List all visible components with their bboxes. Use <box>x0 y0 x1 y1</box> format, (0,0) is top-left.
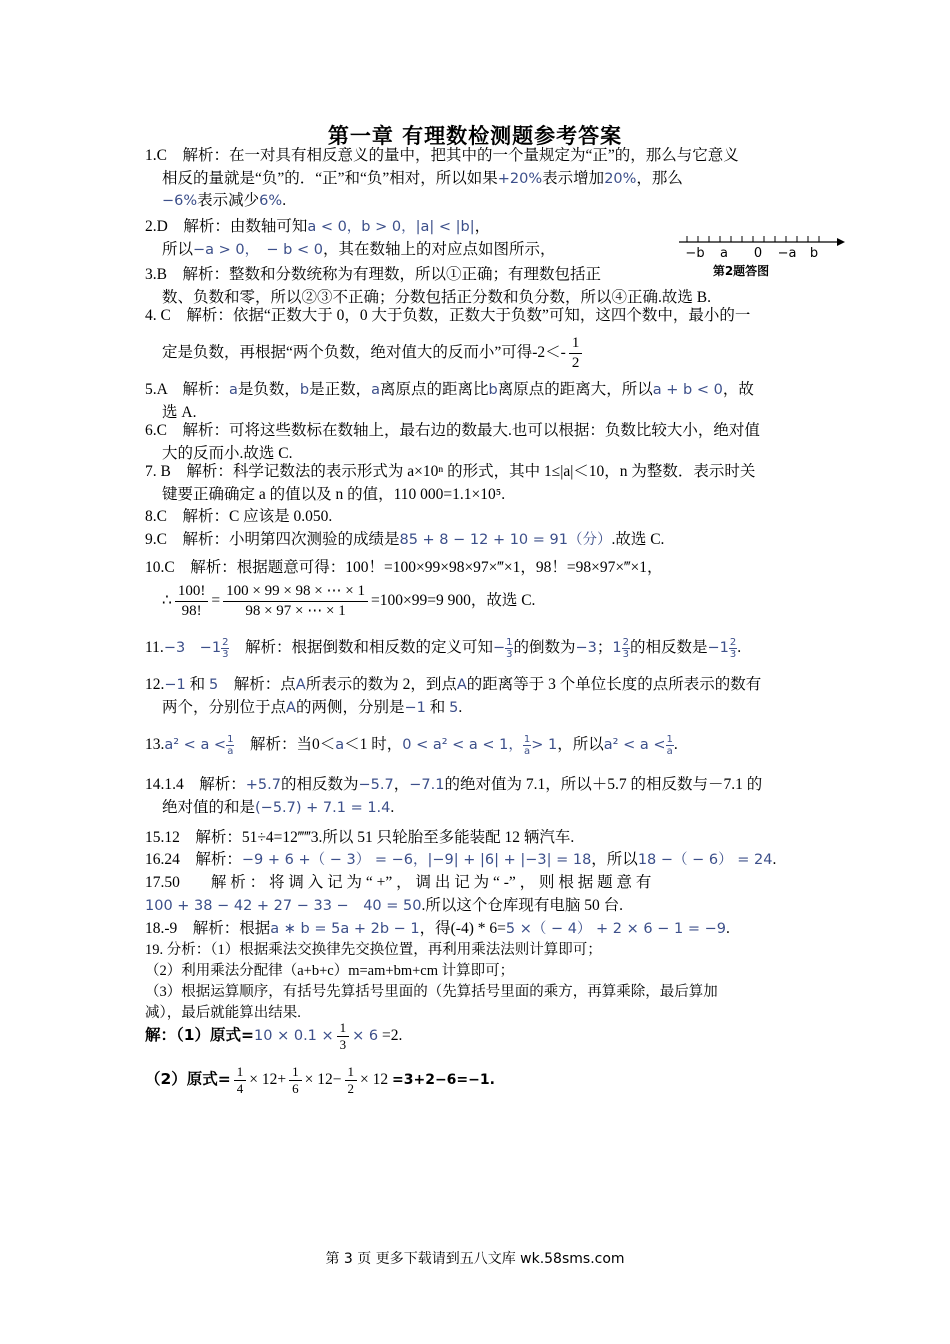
answer-12-line-2 <box>145 697 810 720</box>
math-expr: 1 <box>612 640 622 657</box>
text: ， <box>474 218 491 235</box>
text: 和 <box>425 698 450 716</box>
text: 定是负数，再根据“两个负数，绝对值大的反而小”可得-2＜- <box>162 343 566 361</box>
small-fraction <box>666 734 674 757</box>
text: ， <box>393 776 410 793</box>
solution-1-line <box>145 1020 810 1053</box>
answer-3 <box>145 264 810 309</box>
math-expr: a <box>335 737 345 754</box>
answer-5-line-2: 选 A. <box>162 403 197 421</box>
text: × 12+ <box>249 1071 287 1089</box>
answer-2 <box>145 216 665 261</box>
fraction-numerator: 100 × 99 × 98 × ⋯ × 1 <box>223 582 368 602</box>
answer-17-line-2 <box>145 895 810 918</box>
label-neg-a: −a <box>777 246 797 261</box>
fraction-denominator: 2 <box>347 1081 354 1096</box>
math-expr: 0 < a² < a < 1， <box>402 737 523 754</box>
math-expr: A <box>286 699 296 716</box>
math-expr: a <box>371 382 380 398</box>
math-expr: 18 −（ − 6） = 24 <box>637 852 773 868</box>
fraction-numerator: 1 <box>666 734 673 745</box>
math-expr: a² < a < <box>603 737 666 754</box>
text: 9.C 解析：小明第四次测验的成绩是 <box>145 531 400 548</box>
text: 两个，分别位于点 <box>162 698 287 716</box>
fraction-denominator: 4 <box>236 1081 244 1096</box>
math-expr: −3 −1 <box>163 640 222 657</box>
answer-18-line-1 <box>145 918 810 941</box>
text: 离原点的距离比 <box>380 381 489 398</box>
small-fraction <box>622 637 630 660</box>
answer-5-line-1 <box>145 379 810 402</box>
answer-3-line-2: 数、负数和零，所以②③不正确；分数包括正分数和负分数，所以④正确.故选 B. <box>162 288 711 306</box>
fraction-denominator: 3 <box>222 649 229 660</box>
math-expr: > 1 <box>531 737 558 754</box>
answer-4-line-1: 4. C 解析：依据“正数大于 0，0 大于负数，正数大于负数”可知，这四个数中，最小的一 <box>145 307 751 324</box>
text: （2）原式= <box>145 1070 231 1089</box>
math-expr: a + b < 0 <box>652 382 723 398</box>
math-expr: −6% <box>162 193 198 209</box>
text: =2. <box>382 1027 403 1045</box>
math-expr: −1 <box>164 677 186 693</box>
text: 表示减少 <box>197 192 260 209</box>
fraction-numerator: 2 <box>622 637 629 648</box>
math-expr: 10 × 0.1 × <box>254 1028 334 1045</box>
page-title: 第一章 有理数检测题参考答案 <box>327 124 623 148</box>
answer-10-line-1: 10.C 解析：根据题意可得：100！=100×99×98×97×‴×1，98！=98×97×‴×1， <box>145 559 663 576</box>
text: 是正数， <box>309 381 372 398</box>
fraction-denominator: 3 <box>339 1037 347 1052</box>
text: 解：（1）原式= <box>145 1026 255 1045</box>
answer-4 <box>145 305 810 373</box>
fraction-numerator: 1 <box>569 334 583 354</box>
answer-9-line-1 <box>145 529 810 552</box>
label-zero: 0 <box>753 246 763 261</box>
math-expr: +5.7 <box>245 777 281 793</box>
fraction-products <box>223 582 368 621</box>
math-expr: A <box>295 677 306 693</box>
math-expr: × 6 <box>352 1028 379 1045</box>
text: ，那么 <box>636 169 683 187</box>
math-expr: 6% <box>259 193 283 209</box>
math-expr: −9 + 6 +（ − 3） = −6，|−9| + |6| + |−3| = 18 <box>241 852 592 868</box>
fraction-denominator: 3 <box>729 649 737 660</box>
answer-12-line-1 <box>145 674 810 697</box>
math-expr: 100 + 38 − 42 + 27 − 33 − 40 = 50 <box>145 897 422 914</box>
text: ，得(-4) * 6= <box>419 920 506 937</box>
text: 的绝对值为 7.1，所以＋5.7 的相反数与－7.1 的 <box>444 776 763 793</box>
answer-16 <box>145 849 810 872</box>
answer-9 <box>145 529 810 552</box>
text: 的相反数是 <box>630 639 708 657</box>
solution-2 <box>145 1064 810 1097</box>
math-expr: −7.1 <box>409 777 445 793</box>
text: . <box>673 736 678 754</box>
answer-15-line-1: 15.12 解析：51÷4=12‴‴3.所以 51 只轮胎至多能装配 12 辆汽车. <box>145 829 575 846</box>
answer-1-line-1: 1.C 解析：在一对具有相反意义的量中，把其中的一个量规定为“正”的，那么与它意义 <box>145 147 739 164</box>
fraction-half <box>569 334 583 373</box>
text: =3+2−6=−1. <box>392 1072 495 1089</box>
answer-16-line-1 <box>145 849 810 872</box>
answer-19-line-4: 减），最后就能算出结果. <box>145 1005 301 1021</box>
text: ； <box>596 639 613 657</box>
math-expr: a² < a < <box>164 737 227 754</box>
figure-caption: 第2题答图 <box>712 264 770 278</box>
fraction-denominator: 98 × 97 × ⋯ × 1 <box>245 602 346 619</box>
answer-2-line-2 <box>145 239 665 262</box>
answer-8-line-1: 8.C 解析：C 应该是 0.050. <box>145 508 333 525</box>
text: 离原点的距离大，所以 <box>497 381 653 398</box>
math-expr: b <box>488 382 498 398</box>
math-expr: (−5.7) + 7.1 = 1.4 <box>255 799 391 816</box>
answer-1-line-3 <box>145 190 810 213</box>
text: . <box>282 192 287 209</box>
text: 5.A 解析： <box>145 381 229 398</box>
text: 所以 <box>162 240 194 258</box>
text: 12. <box>145 676 165 693</box>
text: .故选 C. <box>611 531 665 548</box>
text: 解析：点 <box>218 676 296 693</box>
text: . <box>390 798 395 816</box>
math-expr: −5.7 <box>358 777 394 793</box>
text: . <box>725 920 730 937</box>
text: 绝对值的和是 <box>162 798 256 816</box>
answer-6 <box>145 420 810 465</box>
math-expr: − <box>492 640 506 657</box>
fraction-numerator: 2 <box>222 637 229 648</box>
fraction-numerator: 1 <box>234 1064 247 1081</box>
fraction-numerator: 1 <box>506 637 513 648</box>
answer-11 <box>145 637 810 660</box>
answer-8 <box>145 506 810 529</box>
arrow-right-icon <box>837 238 845 246</box>
answer-13-line-1 <box>145 734 810 757</box>
answer-14-line-1 <box>145 774 810 797</box>
text: 2.D 解析：由数轴可知 <box>145 218 308 235</box>
text: × 12− <box>304 1071 342 1089</box>
answer-17 <box>145 872 810 917</box>
fraction-denominator: 2 <box>571 354 580 371</box>
therefore-symbol: ∴ <box>162 591 172 609</box>
solution-1 <box>145 1020 810 1053</box>
fraction-factorials <box>175 582 209 621</box>
fraction-numerator: 1 <box>289 1064 302 1081</box>
math-expr: a ∗ b = 5a + 2b − 1 <box>270 921 420 937</box>
math-expr: −3 <box>575 640 597 657</box>
answer-1 <box>145 145 810 213</box>
tick-marks <box>687 236 819 242</box>
text: 是负数， <box>237 381 300 398</box>
answer-14 <box>145 774 810 819</box>
answer-6-line-1: 6.C 解析：可将这些数标在数轴上，最右边的数最大.也可以根据：负数比较大小，绝对值 <box>145 422 760 439</box>
fraction-denominator: 3 <box>622 649 629 660</box>
math-expr: 20% <box>604 170 637 187</box>
answer-3-line-1: 3.B 解析：整数和分数统称为有理数，所以①正确；有理数包括正 <box>145 266 601 283</box>
text: ，所以 <box>557 736 604 754</box>
fraction-denominator: a <box>666 746 673 757</box>
label-b: b <box>809 246 819 261</box>
fraction-numerator: 1 <box>227 734 234 745</box>
fraction-numerator: 2 <box>729 637 737 648</box>
text: 表示增加 <box>542 169 605 187</box>
answer-7 <box>145 461 810 506</box>
math-expr: a <box>228 382 238 398</box>
answer-1-line-2 <box>145 168 810 191</box>
text: ，其在数轴上的对应点如图所示， <box>322 240 556 258</box>
text: × 12 <box>360 1071 389 1089</box>
text: 13. <box>145 736 165 754</box>
math-expr: 85 + 8 − 12 + 10 = 91（分） <box>399 532 612 548</box>
small-fraction <box>729 637 737 660</box>
text: 的相反数为 <box>280 776 359 793</box>
text: 11. <box>145 639 164 657</box>
text: 解析：当0＜ <box>234 736 336 754</box>
answer-17-line-1: 17.50 解 析 ： 将 调 入 记 为 “ +” ， 调 出 记 为 “ -” ， 则 根 据 题 意 有 <box>145 874 652 891</box>
text: 和 <box>185 676 210 693</box>
math-expr: −1 <box>404 699 426 716</box>
answer-10-line-2 <box>145 582 810 621</box>
answer-19-line-1: 19. 分析：（1）根据乘法交换律先交换位置，再利用乘法法则计算即可； <box>145 942 602 958</box>
math-expr: A <box>456 677 467 693</box>
text: 所表示的数为 2，到点 <box>305 676 457 693</box>
math-expr: 5 <box>449 699 459 716</box>
text: .所以这个仓库现有电脑 50 台. <box>421 896 623 914</box>
text: ，故 <box>722 381 754 398</box>
fraction-numerator: 1 <box>345 1064 358 1081</box>
answer-5 <box>145 379 810 424</box>
math-expr: 5 ×（ − 4） + 2 × 6 − 1 = −9 <box>505 921 726 937</box>
answer-19 <box>145 940 810 1024</box>
answer-15 <box>145 827 810 850</box>
text: = <box>211 591 221 609</box>
fraction-numerator: 100! <box>175 582 209 602</box>
text: 解析：根据倒数和相反数的定义可知 <box>229 639 493 657</box>
text: 的倒数为 <box>513 639 576 657</box>
fraction-quarter <box>234 1064 247 1097</box>
fraction-sixth <box>289 1064 302 1097</box>
text: ＜1 时， <box>344 736 403 754</box>
text: 的两侧，分别是 <box>295 698 405 716</box>
math-expr: +20% <box>497 170 543 187</box>
answer-7-line-2: 键要正确确定 a 的值以及 n 的值，110 000=1.1×10⁵. <box>162 485 506 503</box>
text: =100×99=9 900，故选 C. <box>370 591 536 609</box>
label-neg-b: −b <box>685 246 705 261</box>
text: 18.-9 解析：根据 <box>145 920 271 937</box>
answer-19-line-2: （2）利用乘法分配律（a+b+c）m=am+bm+cm 计算即可； <box>145 963 515 979</box>
math-expr: −a > 0， − b < 0 <box>193 241 323 258</box>
text: ，所以 <box>591 851 638 868</box>
page-footer: 第 3 页 更多下载请到五八文库 wk.58sms.com <box>325 1251 625 1267</box>
answer-10 <box>145 557 810 621</box>
text: . <box>458 698 463 716</box>
answer-13 <box>145 734 810 757</box>
fraction-denominator: 3 <box>506 649 513 660</box>
fraction-numerator: 1 <box>337 1020 350 1037</box>
fraction-denominator: 6 <box>292 1081 299 1096</box>
answer-4-line-2 <box>145 334 810 373</box>
fraction-denominator: a <box>227 746 234 757</box>
fraction-denominator: 98! <box>181 602 202 619</box>
fraction-half-2 <box>345 1064 358 1097</box>
answer-12 <box>145 674 810 719</box>
fraction-numerator: 1 <box>523 734 531 745</box>
answer-11-line-1 <box>145 637 810 660</box>
solution-2-line <box>145 1064 810 1097</box>
fraction-denominator: a <box>524 746 531 757</box>
answer-7-line-1: 7. B 解析：科学记数法的表示形式为 a×10ⁿ 的形式，其中 1≤|a|＜10，n 为整数．表示时关 <box>145 463 756 480</box>
text: . <box>737 639 742 657</box>
answer-19-line-3: （3）根据运算顺序，有括号先算括号里面的（先算括号里面的乘方，再算乘除，最后算加 <box>145 984 718 1000</box>
answer-18 <box>145 918 810 941</box>
text: 的距离等于 3 个单位长度的点所表示的数有 <box>466 676 762 693</box>
answer-6-line-2: 大的反而小.故选 C. <box>162 444 293 462</box>
fraction-third <box>337 1020 350 1053</box>
text: 14.1.4 解析： <box>145 776 246 793</box>
answer-14-line-2 <box>145 797 810 820</box>
math-expr: 5 <box>209 677 219 693</box>
text: . <box>772 851 777 868</box>
answer-2-line-1 <box>145 216 665 239</box>
math-expr: b <box>299 382 310 398</box>
label-a: a <box>720 246 728 261</box>
text: 相反的量就是“负”的．“正”和“负”相对，所以如果 <box>162 169 498 187</box>
text: 16.24 解析： <box>145 851 242 868</box>
math-expr: −1 <box>707 640 729 657</box>
math-expr: a < 0，b > 0，|a| < |b| <box>307 219 475 235</box>
